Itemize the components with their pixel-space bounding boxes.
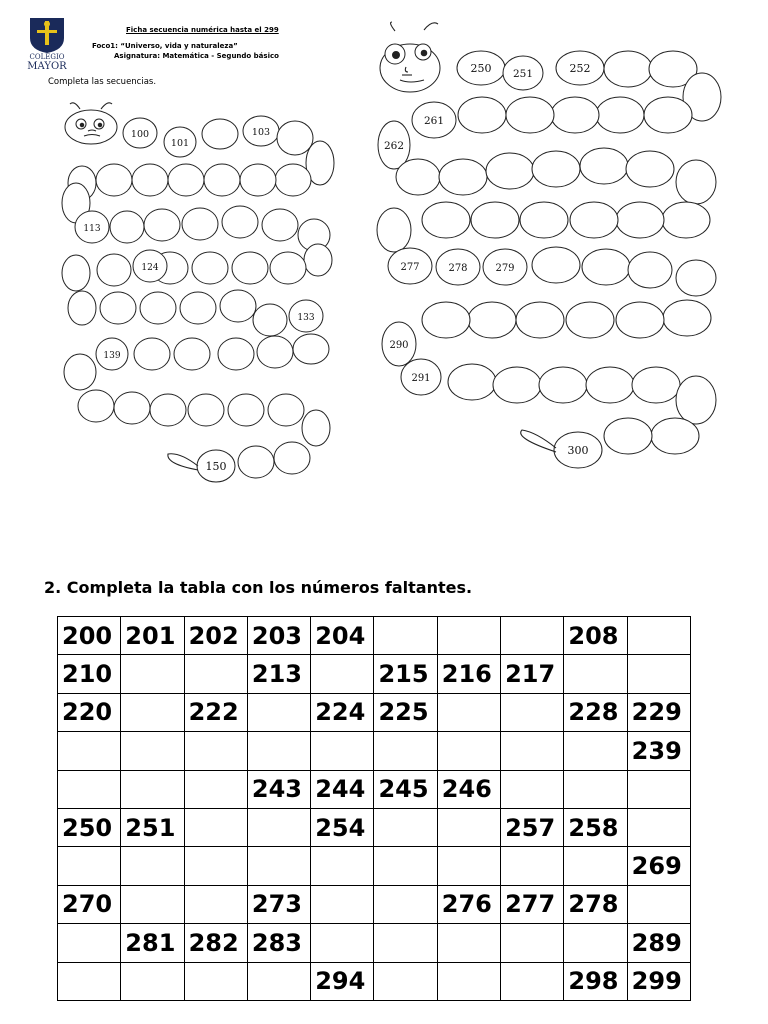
table-cell[interactable] <box>564 770 627 808</box>
segment-number: 139 <box>103 351 121 361</box>
body-segment <box>628 252 672 288</box>
body-segment <box>493 367 541 403</box>
table-cell[interactable] <box>374 924 437 962</box>
table-cell[interactable]: 273 <box>247 885 310 923</box>
face-line <box>391 22 395 31</box>
body-segment <box>277 121 313 155</box>
body-segment <box>110 211 144 243</box>
table-cell[interactable]: 277 <box>501 885 564 923</box>
body-segment <box>676 160 716 204</box>
body-segment <box>144 209 180 241</box>
table-row <box>58 962 691 1000</box>
table-cell[interactable] <box>501 617 564 655</box>
table-cell[interactable] <box>184 885 247 923</box>
table-cell[interactable] <box>121 847 184 885</box>
body-segment <box>486 153 534 189</box>
logo-text-line2: MAYOR <box>27 61 67 72</box>
body-segment <box>78 390 114 422</box>
table-cell[interactable]: 216 <box>437 655 500 693</box>
body-segment <box>182 208 218 240</box>
body-segment <box>604 418 652 454</box>
table-cell[interactable]: 281 <box>121 924 184 962</box>
table-cell[interactable]: 208 <box>564 617 627 655</box>
table-cell[interactable] <box>627 770 690 808</box>
table-cell[interactable] <box>501 770 564 808</box>
body-segment <box>401 359 441 395</box>
body-segment <box>632 367 680 403</box>
segment-number: 291 <box>411 373 431 384</box>
table-cell[interactable] <box>501 924 564 962</box>
table-cell[interactable]: 201 <box>121 617 184 655</box>
body-segment <box>556 51 604 85</box>
body-segment <box>270 252 306 284</box>
face-line <box>424 23 438 30</box>
body-segment <box>140 292 176 324</box>
body-segment <box>257 336 293 368</box>
body-segment <box>516 302 564 338</box>
body-segment <box>483 249 527 285</box>
segment-number: 300 <box>567 444 589 457</box>
body-segment <box>197 450 235 482</box>
body-segment <box>388 248 432 284</box>
eye <box>385 44 405 64</box>
table-cell[interactable] <box>374 617 437 655</box>
table-cell[interactable] <box>58 924 121 962</box>
table-cell[interactable]: 204 <box>311 617 374 655</box>
table-cell[interactable] <box>247 808 310 846</box>
segment-number: 277 <box>400 262 420 273</box>
body-segment <box>220 290 256 322</box>
body-segment <box>133 250 167 282</box>
table-row <box>58 693 691 731</box>
body-segment <box>554 432 602 468</box>
body-segment <box>580 148 628 184</box>
table-cell[interactable]: 213 <box>247 655 310 693</box>
table-cell[interactable] <box>58 770 121 808</box>
table-cell[interactable]: 276 <box>437 885 500 923</box>
table-cell[interactable] <box>437 808 500 846</box>
body-segment <box>168 164 204 196</box>
segment-number: 252 <box>569 62 591 75</box>
table-cell[interactable] <box>564 732 627 770</box>
body-segment <box>396 159 440 195</box>
table-cell[interactable] <box>247 693 310 731</box>
table-row <box>58 655 691 693</box>
table-cell[interactable] <box>121 732 184 770</box>
segment-number: 251 <box>512 68 534 80</box>
table-cell[interactable]: 229 <box>627 693 690 731</box>
table-cell[interactable] <box>437 847 500 885</box>
table-cell[interactable] <box>501 693 564 731</box>
body-segment <box>304 244 332 276</box>
body-segment <box>520 202 568 238</box>
table-cell[interactable] <box>627 655 690 693</box>
table-cell[interactable] <box>564 847 627 885</box>
right-caterpillar <box>377 22 721 468</box>
table-row <box>58 847 691 885</box>
table-cell[interactable] <box>311 847 374 885</box>
table-cell[interactable]: 202 <box>184 617 247 655</box>
body-segment <box>436 249 480 285</box>
segment-number: 101 <box>170 138 190 149</box>
table-cell[interactable]: 210 <box>58 655 121 693</box>
body-segment <box>274 442 310 474</box>
body-segment <box>204 164 240 196</box>
table-cell[interactable]: 222 <box>184 693 247 731</box>
table-cell[interactable] <box>184 962 247 1000</box>
table-cell[interactable] <box>121 962 184 1000</box>
body-segment <box>64 354 96 390</box>
table-cell[interactable]: 217 <box>501 655 564 693</box>
body-segment <box>192 252 228 284</box>
body-segment <box>96 338 128 370</box>
body-segment <box>238 446 274 478</box>
table-cell[interactable] <box>437 693 500 731</box>
body-segment <box>532 151 580 187</box>
caterpillar-head <box>380 22 440 92</box>
segment-number: 100 <box>130 129 150 140</box>
table-cell[interactable]: 225 <box>374 693 437 731</box>
table-cell[interactable]: 283 <box>247 924 310 962</box>
table-cell[interactable] <box>374 962 437 1000</box>
body-segment <box>566 302 614 338</box>
table-cell[interactable]: 224 <box>311 693 374 731</box>
table-cell[interactable] <box>247 962 310 1000</box>
table-cell[interactable]: 250 <box>58 808 121 846</box>
segment-number: 279 <box>495 263 515 274</box>
table-cell[interactable]: 289 <box>627 924 690 962</box>
worksheet-title: Ficha secuencia numérica hasta el 299 <box>126 26 279 34</box>
table-cell[interactable] <box>501 962 564 1000</box>
table-cell[interactable]: 203 <box>247 617 310 655</box>
logo-text-line1: COLEGIO <box>29 53 65 61</box>
table-row <box>58 885 691 923</box>
body-segment <box>174 338 210 370</box>
table-cell[interactable]: 245 <box>374 770 437 808</box>
body-segment <box>662 202 710 238</box>
table-cell[interactable] <box>627 885 690 923</box>
body-segment <box>180 292 216 324</box>
body-segment <box>228 394 264 426</box>
table-cell[interactable] <box>121 770 184 808</box>
body-segment <box>68 291 96 325</box>
number-table <box>57 616 691 1001</box>
segment-number: 103 <box>251 127 271 138</box>
body-segment <box>302 410 330 446</box>
body-segment <box>422 302 470 338</box>
body-segment <box>551 97 599 133</box>
table-cell[interactable] <box>374 808 437 846</box>
body-segment <box>570 202 618 238</box>
body-segment <box>651 418 699 454</box>
table-cell[interactable] <box>501 732 564 770</box>
body-segment <box>616 302 664 338</box>
body-segment <box>471 202 519 238</box>
eye <box>415 44 431 60</box>
table-cell[interactable] <box>437 924 500 962</box>
table-cell[interactable] <box>121 655 184 693</box>
body-segment <box>582 249 630 285</box>
body-segment <box>96 164 132 196</box>
body-segment <box>506 97 554 133</box>
segment-number: 250 <box>470 62 492 75</box>
table-cell[interactable] <box>58 732 121 770</box>
table-cell[interactable]: 269 <box>627 847 690 885</box>
table-cell[interactable] <box>311 924 374 962</box>
face-line <box>70 103 80 109</box>
body-segment <box>663 300 711 336</box>
table-cell[interactable] <box>58 962 121 1000</box>
body-segment <box>644 97 692 133</box>
body-segment <box>275 164 311 196</box>
table-cell[interactable] <box>247 847 310 885</box>
table-cell[interactable] <box>58 847 121 885</box>
table-cell[interactable] <box>437 732 500 770</box>
table-cell[interactable] <box>184 655 247 693</box>
table-cell[interactable]: 298 <box>564 962 627 1000</box>
table-cell[interactable]: 228 <box>564 693 627 731</box>
segment-number: 113 <box>83 224 101 234</box>
eye <box>76 119 86 129</box>
segment-number: 261 <box>423 115 445 127</box>
table-cell[interactable]: 257 <box>501 808 564 846</box>
table-cell[interactable]: 243 <box>247 770 310 808</box>
section-2-heading: 2. Completa la tabla con los números faltantes. <box>44 578 473 597</box>
segment-number: 278 <box>448 263 468 274</box>
table-cell[interactable] <box>374 847 437 885</box>
left-caterpillar <box>62 103 334 482</box>
table-cell[interactable]: 220 <box>58 693 121 731</box>
body-segment <box>586 367 634 403</box>
body-segment <box>253 304 287 336</box>
focus-line: Foco1: “Universo, vida y naturaleza” <box>92 42 238 50</box>
segment-number: 124 <box>141 263 159 273</box>
body-segment <box>232 252 268 284</box>
table-cell[interactable] <box>374 732 437 770</box>
table-cell[interactable] <box>564 655 627 693</box>
face-line <box>101 103 112 109</box>
table-cell[interactable] <box>627 808 690 846</box>
body-segment <box>164 127 196 157</box>
table-cell[interactable] <box>184 732 247 770</box>
segment-number: 150 <box>205 460 227 473</box>
body-segment <box>123 118 157 148</box>
table-cell[interactable]: 244 <box>311 770 374 808</box>
body-segment <box>503 56 543 90</box>
table-cell[interactable] <box>437 617 500 655</box>
body-segment <box>532 247 580 283</box>
body-segment <box>457 51 505 85</box>
table-cell[interactable] <box>311 885 374 923</box>
segment-number: 133 <box>297 313 315 323</box>
table-row <box>58 770 691 808</box>
table-cell[interactable]: 282 <box>184 924 247 962</box>
table-cell[interactable] <box>501 847 564 885</box>
body-segment <box>616 202 664 238</box>
table-cell[interactable]: 200 <box>58 617 121 655</box>
table-row <box>58 924 691 962</box>
body-segment <box>439 159 487 195</box>
body-segment <box>382 322 416 366</box>
body-segment <box>188 394 224 426</box>
body-segment <box>62 255 90 291</box>
subject-line: Asignatura: Matemática - Segundo básico <box>114 52 279 60</box>
table-row <box>58 732 691 770</box>
body-segment <box>218 338 254 370</box>
body-segment <box>422 202 470 238</box>
body-segment <box>676 376 716 424</box>
table-cell[interactable]: 299 <box>627 962 690 1000</box>
segment-number: 262 <box>383 140 405 152</box>
body-segment <box>268 394 304 426</box>
body-segment <box>604 51 652 87</box>
table-cell[interactable] <box>121 885 184 923</box>
table-cell[interactable] <box>184 847 247 885</box>
table-row <box>58 808 691 846</box>
body-segment <box>596 97 644 133</box>
caterpillar-head <box>65 103 117 144</box>
table-cell[interactable]: 278 <box>564 885 627 923</box>
table-cell[interactable]: 294 <box>311 962 374 1000</box>
table-cell[interactable]: 251 <box>121 808 184 846</box>
body-segment <box>222 206 258 238</box>
table-cell[interactable] <box>311 732 374 770</box>
body-segment <box>676 260 716 296</box>
table-cell[interactable]: 215 <box>374 655 437 693</box>
body-segment <box>75 211 109 243</box>
eye <box>94 119 104 129</box>
body-segment <box>97 254 131 286</box>
table-cell[interactable] <box>374 885 437 923</box>
body-segment <box>202 119 238 149</box>
instruction: Completa las secuencias. <box>48 77 157 87</box>
body-segment <box>458 97 506 133</box>
body-segment <box>132 164 168 196</box>
body-segment <box>293 334 329 364</box>
table-cell[interactable] <box>121 693 184 731</box>
body-segment <box>448 364 496 400</box>
body-segment <box>100 292 136 324</box>
body-segment <box>412 102 456 138</box>
body-segment <box>150 394 186 426</box>
table-cell[interactable] <box>247 732 310 770</box>
body-segment <box>377 208 411 252</box>
segment-number: 290 <box>389 340 409 351</box>
body-segment <box>626 151 674 187</box>
body-segment <box>243 116 279 146</box>
body-segment <box>289 300 323 332</box>
table-cell[interactable] <box>564 924 627 962</box>
body-segment <box>539 367 587 403</box>
table-cell[interactable] <box>437 962 500 1000</box>
table-cell[interactable]: 246 <box>437 770 500 808</box>
table-cell[interactable]: 239 <box>627 732 690 770</box>
table-cell[interactable]: 270 <box>58 885 121 923</box>
body-segment <box>240 164 276 196</box>
table-cell[interactable]: 254 <box>311 808 374 846</box>
table-cell[interactable]: 258 <box>564 808 627 846</box>
body-segment <box>468 302 516 338</box>
table-cell[interactable] <box>184 770 247 808</box>
table-cell[interactable] <box>184 808 247 846</box>
table-row <box>58 617 691 655</box>
table-cell[interactable] <box>311 655 374 693</box>
table-cell[interactable] <box>627 617 690 655</box>
body-segment <box>114 392 150 424</box>
body-segment <box>134 338 170 370</box>
body-segment <box>262 209 298 241</box>
